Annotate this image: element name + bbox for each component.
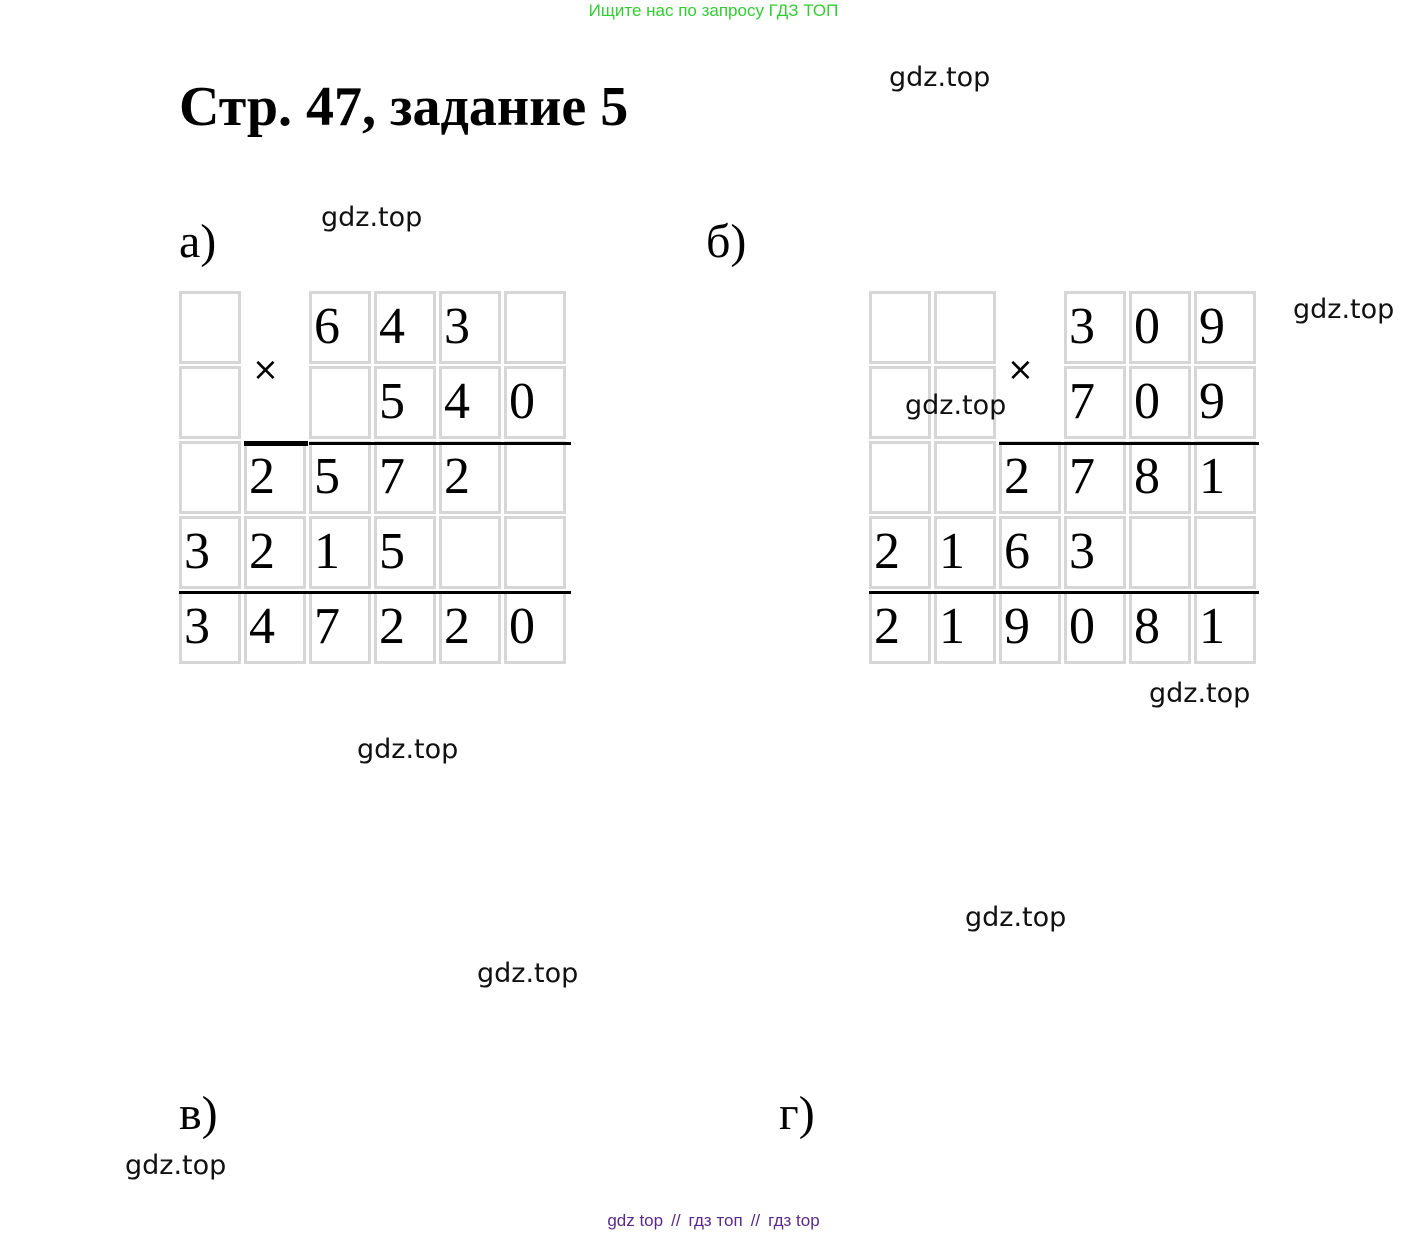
- grid-cell: 9: [1194, 291, 1256, 364]
- grid-cell: 4: [439, 366, 501, 439]
- result-line: [999, 442, 1259, 445]
- grid-cell: 5: [374, 366, 436, 439]
- grid-cell: 2: [244, 516, 306, 589]
- watermark: gdz.top: [965, 902, 1067, 933]
- result-line: [179, 591, 571, 594]
- part-b-label: б): [706, 215, 747, 268]
- part-a-label: а): [179, 215, 217, 268]
- grid-cell: 0: [504, 591, 566, 664]
- footer: [0, 1210, 1427, 1232]
- grid-cell: [504, 441, 566, 514]
- grid-cell: [934, 441, 996, 514]
- footer-link-gdz-top-mixed[interactable]: гдз top: [768, 1211, 820, 1230]
- grid-cell: 4: [244, 591, 306, 664]
- grid-cell: 7: [309, 591, 371, 664]
- footer-link-gdz-top-ru[interactable]: гдз топ: [688, 1211, 743, 1230]
- grid-cell: [179, 441, 241, 514]
- grid-cell: 2: [439, 591, 501, 664]
- grid-cell: 2: [869, 516, 931, 589]
- result-line: [309, 442, 571, 445]
- grid-cell: 4: [374, 291, 436, 364]
- watermark: gdz.top: [321, 202, 423, 233]
- grid-cell: [504, 516, 566, 589]
- footer-separator: //: [671, 1211, 681, 1230]
- multiply-sign: ×: [252, 350, 279, 388]
- grid-cell: 0: [1129, 366, 1191, 439]
- grid-cell: 1: [1194, 591, 1256, 664]
- grid-cell: [869, 291, 931, 364]
- watermark: gdz.top: [905, 390, 1007, 421]
- grid-cell: 3: [179, 591, 241, 664]
- footer-separator: //: [750, 1211, 761, 1230]
- grid-cell: 1: [1194, 441, 1256, 514]
- grid-cell: [1129, 516, 1191, 589]
- grid-cell: 2: [999, 441, 1061, 514]
- footer-link-gdz-top[interactable]: gdz top: [607, 1211, 664, 1230]
- part-c-label: в): [179, 1087, 218, 1140]
- grid-cell: 3: [439, 291, 501, 364]
- grid-cell: 3: [1064, 516, 1126, 589]
- grid-cell: 3: [179, 516, 241, 589]
- grid-cell: 8: [1129, 591, 1191, 664]
- grid-cell: 1: [934, 516, 996, 589]
- grid-cell: 6: [999, 516, 1061, 589]
- page-title: Стр. 47, задание 5: [179, 76, 629, 138]
- watermark: gdz.top: [1149, 678, 1251, 709]
- watermark: gdz.top: [357, 734, 459, 765]
- grid-cell: 0: [1129, 291, 1191, 364]
- grid-cell: 0: [504, 366, 566, 439]
- grid-cell: 6: [309, 291, 371, 364]
- grid-cell: 3: [1064, 291, 1126, 364]
- grid-cell: 7: [374, 441, 436, 514]
- grid-cell: 9: [1194, 366, 1256, 439]
- grid-cell: [1194, 516, 1256, 589]
- result-line: [244, 441, 308, 446]
- top-banner: Ищите нас по запросу ГДЗ ТОП: [588, 1, 839, 20]
- grid-cell: 8: [1129, 441, 1191, 514]
- part-d-label: г): [779, 1087, 815, 1140]
- grid-cell: [179, 291, 241, 364]
- grid-cell: [439, 516, 501, 589]
- grid-cell: 2: [244, 441, 306, 514]
- grid-cell: 7: [1064, 366, 1126, 439]
- grid-cell: 9: [999, 591, 1061, 664]
- grid-cell: [869, 441, 931, 514]
- multiply-sign: ×: [1007, 350, 1034, 388]
- watermark: gdz.top: [1293, 294, 1395, 325]
- result-line: [869, 591, 1259, 594]
- grid-cell: 5: [309, 441, 371, 514]
- watermark: gdz.top: [477, 958, 579, 989]
- grid-cell: 2: [439, 441, 501, 514]
- grid-cell: 2: [374, 591, 436, 664]
- grid-cell: 2: [869, 591, 931, 664]
- grid-cell: 7: [1064, 441, 1126, 514]
- grid-cell: 1: [309, 516, 371, 589]
- grid-cell: 1: [934, 591, 996, 664]
- grid-cell: 0: [1064, 591, 1126, 664]
- watermark: gdz.top: [125, 1150, 227, 1181]
- watermark: gdz.top: [889, 62, 991, 93]
- grid-cell: [309, 366, 371, 439]
- grid-cell: [179, 366, 241, 439]
- grid-cell: [934, 291, 996, 364]
- grid-cell: 5: [374, 516, 436, 589]
- grid-cell: [504, 291, 566, 364]
